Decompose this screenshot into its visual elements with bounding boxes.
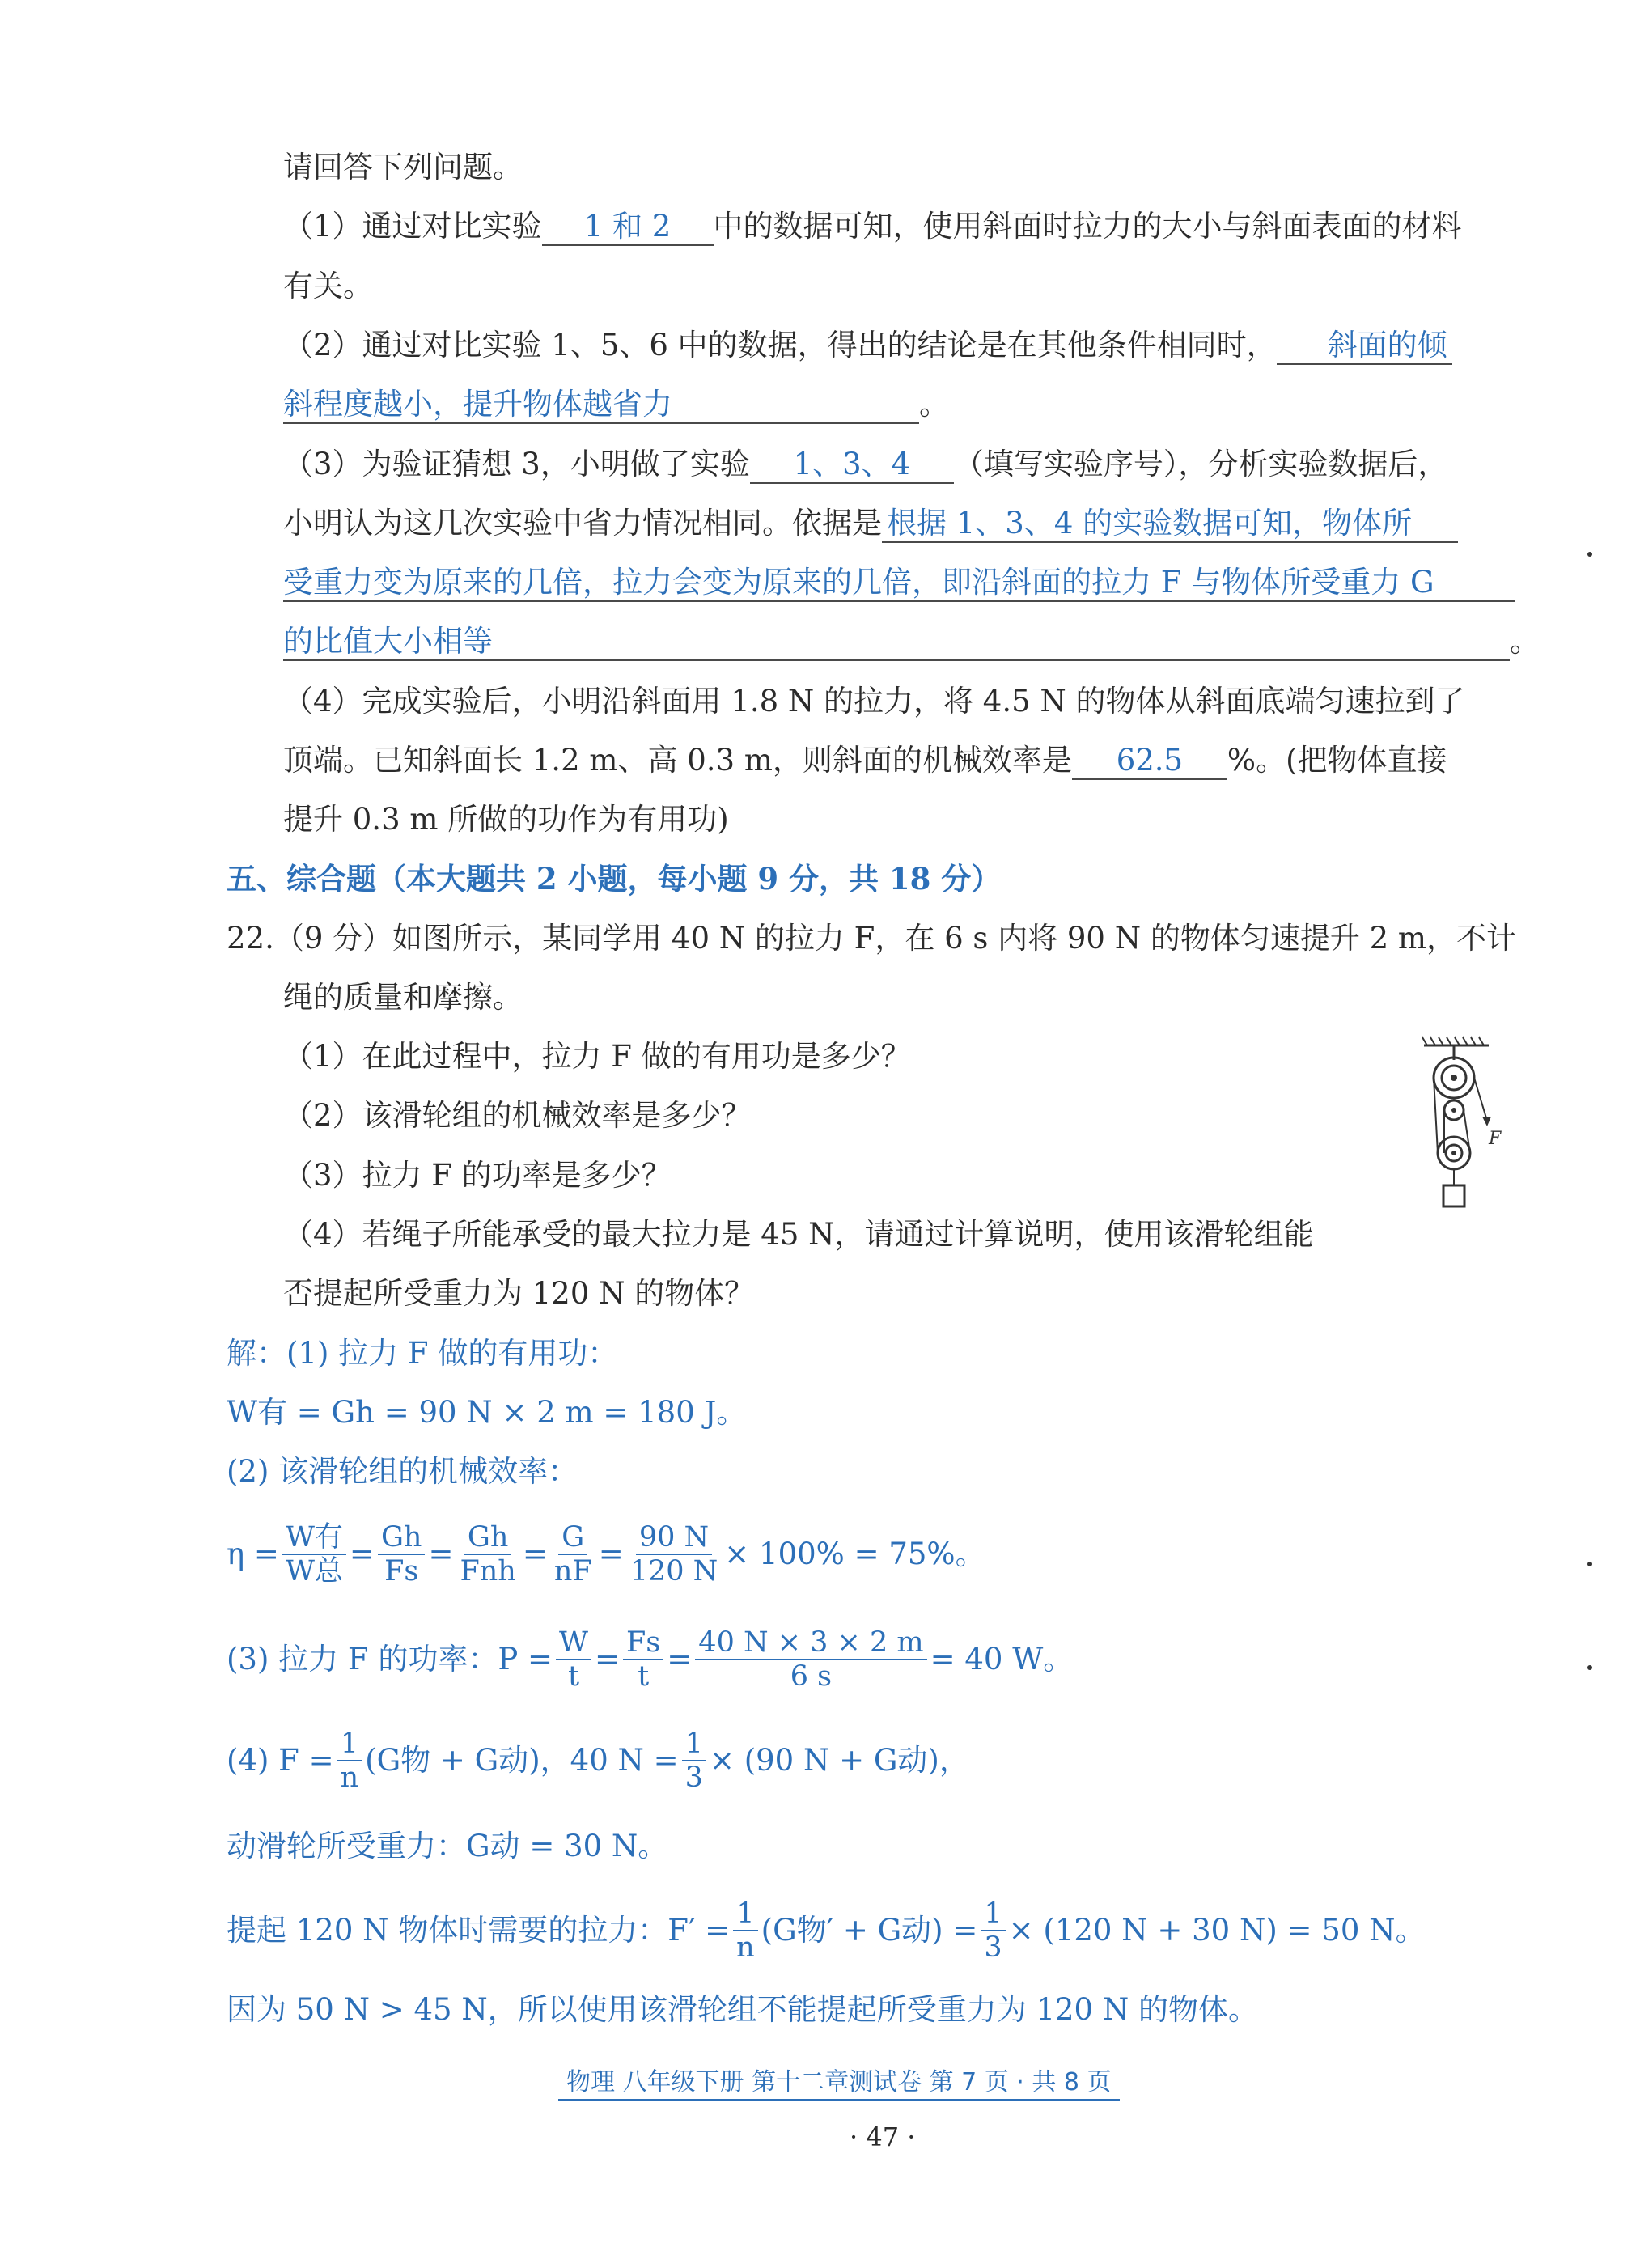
frac-den: n — [736, 1931, 755, 1965]
fraction-one-over-n — [337, 1727, 362, 1795]
frac-num: 1 — [981, 1897, 1005, 1931]
frac-num: 1 — [337, 1727, 362, 1761]
q3-answer: 1、3、4 — [750, 447, 954, 484]
solution-line7: 动滑轮所受重力：G动 = 30 N。 — [227, 1829, 668, 1863]
frac-den: n — [340, 1761, 359, 1795]
q3-basis-answer-2: 受重力变为原来的几倍，拉力会变为原来的几倍，即沿斜面的拉力 F 与物体所受重力 G — [283, 565, 1515, 602]
margin-dot — [1587, 552, 1592, 557]
efficiency-equation — [227, 1521, 985, 1588]
frac-num: 1 — [682, 1727, 706, 1761]
fraction-w-useful-over-total — [282, 1521, 346, 1588]
q2-line2 — [283, 387, 949, 424]
solution-line3: (2) 该滑轮组的机械效率： — [227, 1454, 578, 1489]
problem-22-sub4-cont: 否提起所受重力为 120 N 的物体？ — [283, 1276, 755, 1311]
problem-22-sub1: （1）在此过程中，拉力 F 做的有用功是多少？ — [283, 1039, 911, 1074]
margin-dot — [1587, 1562, 1592, 1566]
q4-line1: （4）完成实验后，小明沿斜面用 1.8 N 的拉力，将 4.5 N 的物体从斜面底端匀速拉到了 — [283, 684, 1465, 719]
eta-symbol: η = — [227, 1537, 279, 1572]
q2-answer-part1: 斜面的倾 — [1277, 328, 1452, 365]
q4-answer: 62.5 — [1072, 743, 1227, 780]
frac-den: Fnh — [460, 1555, 516, 1588]
q3-line2 — [283, 506, 1458, 543]
frac-den: 6 s — [790, 1660, 833, 1694]
power-label: (3) 拉力 F 的功率：P = — [227, 1642, 553, 1677]
q4-prompt: 顶端。已知斜面长 1.2 m、高 0.3 m，则斜面的机械效率是 — [283, 743, 1072, 778]
q2-prompt: （2）通过对比实验 1、5、6 中的数据，得出的结论是在其他条件相同时， — [283, 328, 1277, 362]
fraction-g-over-nf — [551, 1521, 595, 1588]
problem-22-line1: 22.（9 分）如图所示，某同学用 40 N 的拉力 F，在 6 s 内将 90 N 的物体匀速提升 2 m，不计 — [227, 921, 1517, 956]
q1-continuation: 有关。 — [283, 269, 373, 303]
fraction-fs-over-t — [623, 1626, 663, 1694]
q3-basis-label: 小明认为这几次实验中省力情况相同。依据是 — [283, 506, 882, 541]
solution-conclusion: 因为 50 N > 45 N，所以使用该滑轮组不能提起所受重力为 120 N 的物体。 — [227, 1992, 1258, 2027]
equals-sign: = — [667, 1642, 693, 1677]
intro-text: 请回答下列问题。 — [283, 150, 523, 184]
solution-line1: 解：(1) 拉力 F 做的有用功： — [227, 1336, 618, 1371]
equals-sign: = — [598, 1537, 624, 1572]
q4-line2 — [283, 743, 1447, 780]
frac-num: W有 — [282, 1521, 346, 1555]
q4-prompt-end: %。(把物体直接 — [1227, 743, 1447, 778]
frac-den: 3 — [984, 1931, 1002, 1965]
q2-answer-part2: 斜程度越小，提升物体越省力 — [283, 387, 919, 424]
equals-sign: = — [522, 1537, 548, 1572]
force-label-f: F — [1489, 1129, 1502, 1149]
frac-den: t — [638, 1660, 650, 1694]
question-2 — [283, 328, 1452, 365]
q3-basis-answer-1: 根据 1、3、4 的实验数据可知，物体所 — [882, 506, 1458, 543]
force-substitution: × (90 N + G动)， — [709, 1743, 969, 1778]
power-result: = 40 W。 — [930, 1642, 1074, 1677]
lift-force-equation — [227, 1897, 1426, 1965]
q3-basis-answer-3: 的比值大小相等 — [283, 624, 1510, 661]
eta-result: × 100% = 75%。 — [724, 1537, 985, 1572]
fraction-one-third — [682, 1727, 706, 1795]
problem-22-sub2: （2）该滑轮组的机械效率是多少？ — [283, 1098, 752, 1133]
question-1 — [283, 209, 1462, 246]
frac-num: 1 — [733, 1897, 757, 1931]
frac-num: Fs — [623, 1626, 663, 1660]
pulley-system-figure — [1408, 1036, 1505, 1246]
q1-prompt-end: 中的数据可知，使用斜面时拉力的大小与斜面表面的材料 — [713, 209, 1462, 244]
force-label: (4) F = — [227, 1743, 334, 1778]
q1-answer: 1 和 2 — [542, 209, 714, 246]
q2-end: 。 — [919, 387, 949, 422]
frac-num: 90 N — [636, 1521, 712, 1555]
page-footer: 物理 八年级下册 第十二章测试卷 第 7 页 · 共 8 页 — [558, 2062, 1120, 2101]
max-force-equation — [227, 1727, 969, 1795]
frac-num: W — [556, 1626, 591, 1660]
frac-den: t — [567, 1660, 580, 1694]
frac-num: Gh — [464, 1521, 512, 1555]
q4-line3: 提升 0.3 m 所做的功作为有用功) — [283, 802, 729, 837]
fraction-gh-over-fs — [378, 1521, 426, 1588]
frac-den: 120 N — [629, 1555, 718, 1588]
lift-force-result: × (120 N + 30 N) = 50 N。 — [1008, 1913, 1426, 1948]
lift-force-label: 提起 120 N 物体时需要的拉力：F′ = — [227, 1913, 731, 1948]
fraction-gh-over-fnh — [456, 1521, 519, 1588]
fraction-90-over-120 — [627, 1521, 722, 1588]
q3-prompt-end: （填写实验序号），分析实验数据后， — [953, 447, 1448, 481]
fraction-w-over-t — [556, 1626, 591, 1694]
section-5-heading: 五、综合题（本大题共 2 小题，每小题 9 分，共 18 分） — [227, 861, 1002, 897]
solution-line2: W有 = Gh = 90 N × 2 m = 180 J。 — [227, 1395, 747, 1430]
fraction-one-third — [981, 1897, 1005, 1965]
frac-den: W总 — [285, 1555, 343, 1588]
equals-sign: = — [595, 1642, 621, 1677]
problem-22-line2: 绳的质量和摩擦。 — [283, 980, 523, 1015]
fraction-power-values — [695, 1626, 926, 1694]
problem-22-sub4: （4）若绳子所能承受的最大拉力是 45 N，请通过计算说明，使用该滑轮组能 — [283, 1217, 1314, 1252]
margin-dot — [1587, 1665, 1592, 1670]
frac-den: Fs — [384, 1555, 419, 1588]
q3-line4 — [283, 624, 1540, 661]
q3-end: 。 — [1510, 624, 1540, 659]
page-number: · 47 · — [850, 2122, 916, 2152]
fraction-one-over-n — [733, 1897, 758, 1965]
power-equation — [227, 1626, 1073, 1694]
frac-den: 3 — [684, 1761, 703, 1795]
frac-num: Gh — [378, 1521, 426, 1555]
frac-num: G — [558, 1521, 587, 1555]
force-expression: (G物 + G动)，40 N = — [365, 1743, 679, 1778]
frac-den: nF — [553, 1555, 592, 1588]
equals-sign: = — [428, 1537, 454, 1572]
problem-22-sub3: （3）拉力 F 的功率是多少？ — [283, 1158, 672, 1193]
question-3 — [283, 447, 1447, 484]
q3-prompt: （3）为验证猜想 3，小明做了实验 — [283, 447, 750, 481]
equals-sign: = — [349, 1537, 375, 1572]
frac-num: 40 N × 3 × 2 m — [695, 1626, 926, 1660]
lift-force-expression: (G物′ + G动) = — [761, 1913, 978, 1948]
q1-prompt: （1）通过对比实验 — [283, 209, 542, 244]
